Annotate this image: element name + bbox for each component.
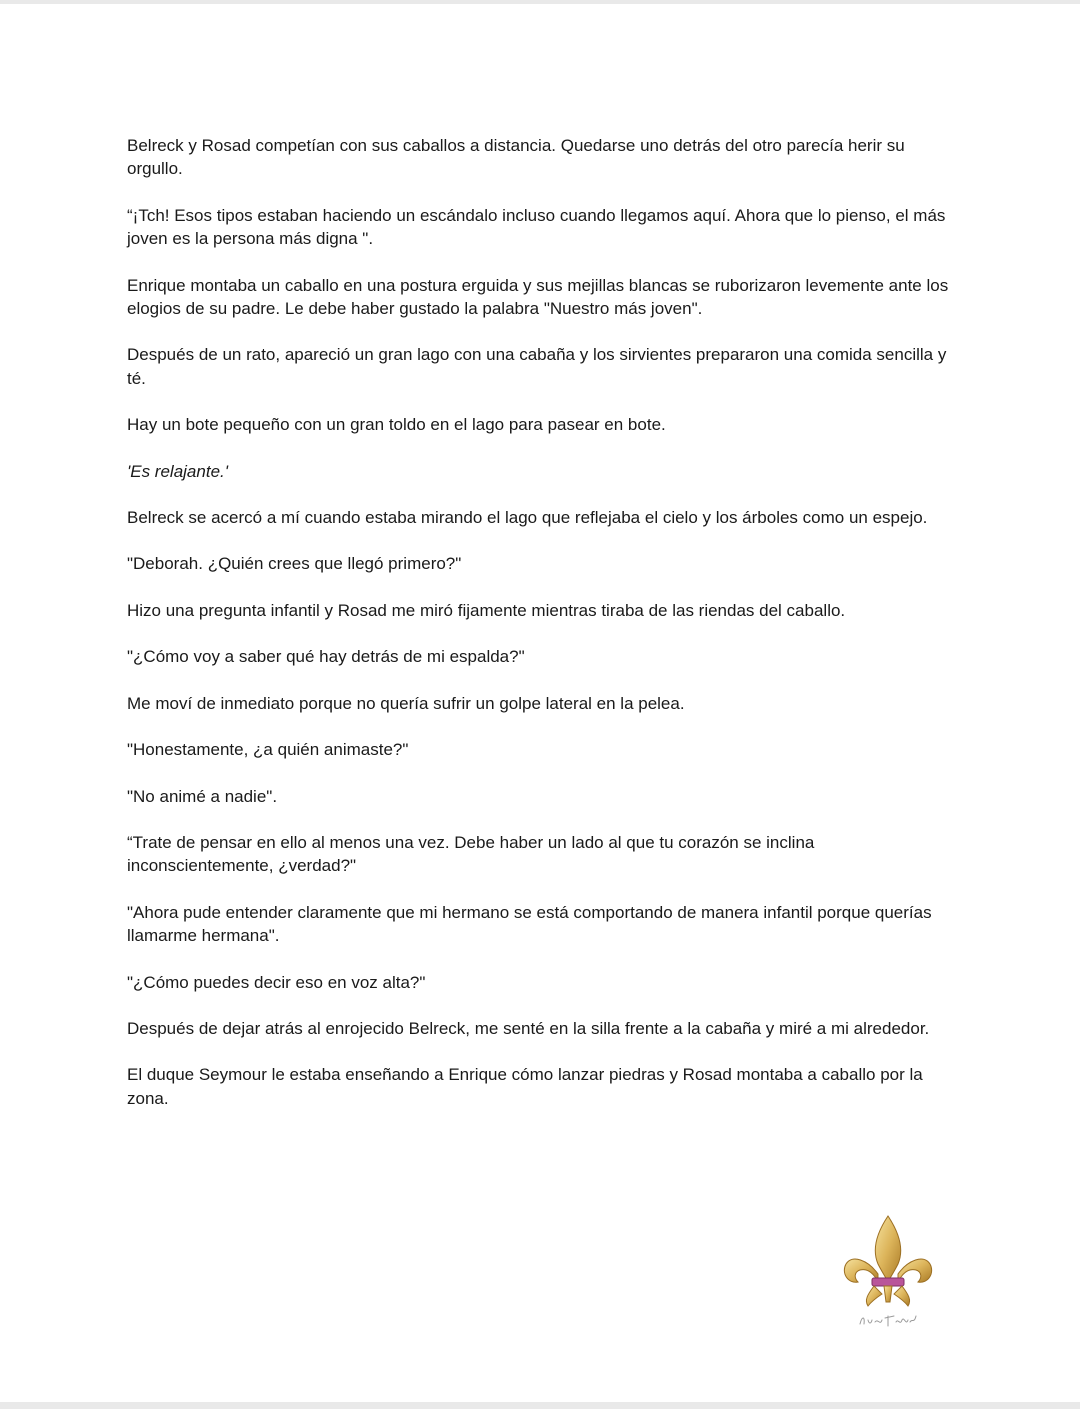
paragraph: “Trate de pensar en ello al menos una vez. Debe haber un lado al que tu corazón se inclina inconscientemente, ¿verdad?" (127, 832, 815, 876)
document-body (127, 134, 957, 1133)
italic-thought: 'Es relajante.' (127, 461, 228, 481)
paragraph: "No animé a nadie". (127, 786, 278, 806)
paragraph: Hizo una pregunta infantil y Rosad me miró fijamente mientras tiraba de las riendas del caballo. (127, 600, 846, 620)
paragraph: El duque Seymour le estaba enseñando a Enrique cómo lanzar piedras y Rosad montaba a caballo por la zona. (127, 1065, 923, 1108)
paragraph: Hay un bote pequeño con un gran toldo en el lago para pasear en bote. (127, 415, 666, 435)
paragraph: "Deborah. ¿Quién crees que llegó primero?" (127, 554, 462, 574)
paragraph: Después de dejar atrás al enrojecido Belreck, me senté en la silla frente a la cabaña y miré a mi alrededor. (127, 1018, 930, 1038)
paragraph: Después de un rato, apareció un gran lago con una cabaña y los sirvientes prepararon una comida sencilla y té. (127, 345, 947, 388)
paragraph: “¡Tch! Esos tipos estaban haciendo un escándalo incluso cuando llegamos aquí. Ahora que lo pienso, el más joven es la persona más digna ". (127, 205, 946, 249)
translator-logo (838, 1212, 938, 1334)
document-page (0, 4, 1080, 1402)
paragraph: Belreck y Rosad competían con sus caballos a distancia. Quedarse uno detrás del otro parecía herir su orgullo. (127, 136, 905, 179)
paragraph: "Ahora pude entender claramente que mi hermano se está comportando de manera infantil porque querías llamarme hermana". (127, 902, 932, 946)
paragraph: "¿Cómo puedes decir eso en voz alta?" (127, 972, 426, 992)
paragraph: "¿Cómo voy a saber qué hay detrás de mi espalda?" (127, 647, 525, 667)
paragraph: "Honestamente, ¿a quién animaste?" (127, 740, 409, 760)
paragraph: Belreck se acercó a mí cuando estaba mirando el lago que reflejaba el cielo y los árboles como un espejo. (127, 508, 928, 528)
paragraph: Enrique montaba un caballo en una postura erguida y sus mejillas blancas se ruborizaron levemente ante los elogios de su padre. Le debe haber gustado la palabra "Nuestro más joven". (127, 275, 949, 319)
fleur-de-lis-icon (838, 1212, 938, 1334)
paragraph: Me moví de inmediato porque no quería sufrir un golpe lateral en la pelea. (127, 693, 685, 713)
